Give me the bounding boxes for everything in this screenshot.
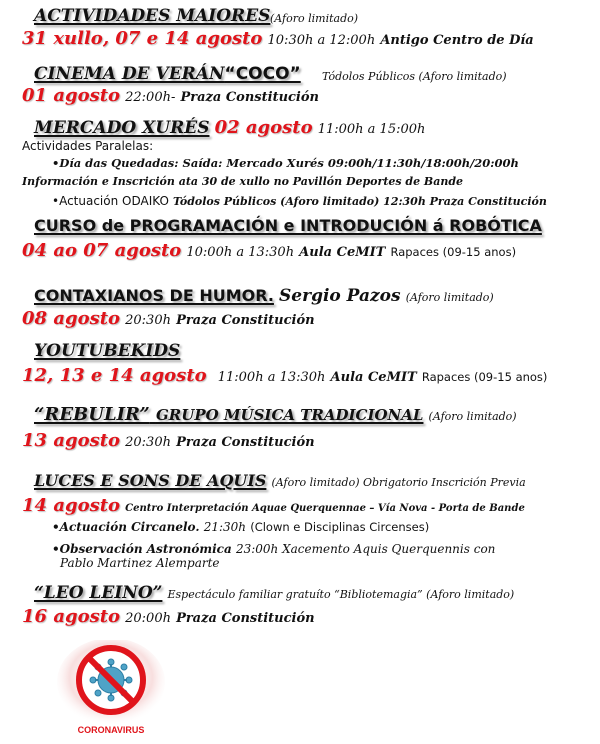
event-date: 01 agosto (22, 85, 121, 106)
event-note: (Aforo limitado) Obrigatorio Inscrición Previa (271, 476, 526, 489)
event-date: 16 agosto (22, 606, 121, 627)
event-title-youtubekids: YOUTUBEKIDS (34, 341, 181, 361)
event-date-line (22, 497, 525, 515)
event-date-line (22, 87, 319, 105)
event-date-line (22, 310, 315, 328)
event-time: 11:00h a 13:30h (217, 370, 326, 385)
event-place: Aula CeMIT (299, 245, 386, 260)
bullet-item: •Día das Quedadas: Saída: Mercado Xurés 09:00h/11:30h/18:00h/20:00h (52, 156, 519, 170)
event-title-luces: LUCES E SONS DE AQUIS (34, 471, 267, 490)
event-time: 10:00h a 13:30h (186, 245, 295, 260)
event-time: 22:00h- (125, 90, 176, 105)
event-note: Espectáculo familiar gratuíto “Bibliotemagia” (Aforo limitado) (167, 588, 515, 601)
event-date-line (22, 608, 315, 626)
event-title-curso: CURSO de PROGRAMACIÓN e INTRODUCIÓN á ROBÓTICA (34, 216, 542, 235)
event-extra: Rapaces (09-15 anos) (421, 370, 548, 384)
event-time: 20:00h (125, 611, 171, 626)
coronavirus-badge (55, 640, 167, 740)
event-title-contaxianos: CONTAXIANOS DE HUMOR. (34, 286, 274, 305)
info-line: Información e Inscrición ata 30 de xullo no Pavillón Deportes de Bande (22, 175, 464, 188)
event-note: Tódolos Públicos (Aforo limitado) (322, 70, 507, 83)
event-date: 13 agosto (22, 430, 121, 451)
event-place: Praza Constitución (176, 435, 315, 450)
bullet-item: •Actuación Circanelo. 21:30h (Clown e Disciplinas Circenses) (52, 520, 430, 534)
event-date-line (22, 367, 547, 385)
event-time: 10:30h a 12:00h (267, 33, 376, 48)
virus-prohibited-icon (55, 640, 167, 740)
event-note: (Aforo limitado) (270, 12, 359, 25)
event-place: Praza Constitución (180, 90, 319, 105)
event-title-line (34, 406, 517, 424)
bullet-item-cont: Pablo Martinez Alemparte (60, 556, 220, 570)
event-title-leo-leino: “LEO LEINO” (34, 583, 163, 603)
event-title-mercado: MERCADO XURÉS (34, 118, 210, 138)
event-date: 12, 13 e 14 agosto (22, 365, 207, 386)
event-title-line (34, 288, 494, 305)
subheading: Actividades Paralelas: (22, 139, 154, 153)
event-place: Antigo Centro de Día (380, 33, 534, 48)
event-place: Praza Constitución (176, 313, 315, 328)
event-guest: Sergio Pazos (279, 286, 401, 306)
event-title-line (34, 473, 526, 489)
event-date: 02 agosto (214, 117, 313, 138)
event-time: 11:00h a 15:00h (317, 122, 426, 137)
bullet-item: •Actuación ODAIKO Tódolos Públicos (Aforo limitado) 12:30h Praza Constitución (52, 194, 547, 208)
event-date-line (22, 30, 534, 48)
bullet-item: •Observación Astronómica 23:00h Xacemento Aquis Querquennis con (52, 542, 496, 556)
event-place: Aula CeMIT (330, 370, 417, 385)
event-extra: Rapaces (09-15 anos) (390, 245, 517, 259)
event-title-cinema: CINEMA DE VERÁN“COCO” (34, 64, 301, 84)
event-title-actividades-maiores: ACTIVIDADES MAIORES (34, 6, 271, 26)
badge-label: CORONAVIRUS (77, 725, 145, 735)
event-time: 20:30h (125, 313, 171, 328)
event-date: 04 ao 07 agosto (22, 240, 182, 261)
event-title-line (34, 119, 425, 137)
event-place: Centro Interpretación Aquae Querquennae – Vía Nova - Porta de Bande (125, 503, 525, 514)
event-date: 08 agosto (22, 308, 121, 329)
event-time: 20:30h (125, 435, 171, 450)
event-place: Praza Constitución (176, 611, 315, 626)
event-note: (Aforo limitado) (428, 410, 517, 423)
event-date: 14 agosto (22, 495, 121, 516)
event-date-line (22, 242, 516, 260)
event-title-line (34, 585, 514, 602)
event-date: 31 xullo, 07 e 14 agosto (22, 28, 263, 49)
event-title-rebulir: “REBULIR” GRUPO MÚSICA TRADICIONAL (34, 404, 424, 425)
event-note: (Aforo limitado) (405, 291, 494, 304)
event-date-line (22, 432, 315, 450)
